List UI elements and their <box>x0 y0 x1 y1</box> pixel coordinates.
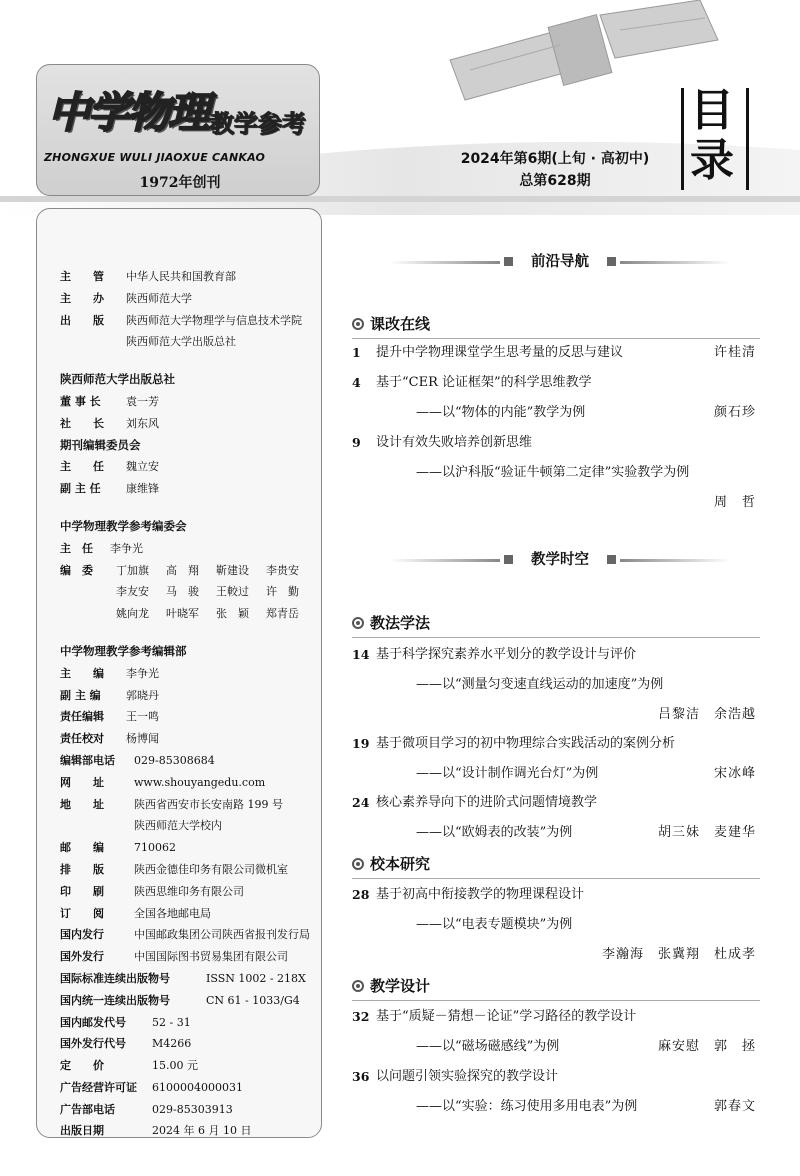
masthead-value: 刘东风 <box>126 416 159 430</box>
masthead-row <box>60 859 322 881</box>
masthead-key: 排 版 <box>60 862 104 876</box>
masthead-value: 郭晓丹 <box>126 688 159 702</box>
masthead-key: 邮 编 <box>60 841 104 855</box>
masthead-row <box>60 663 322 685</box>
section-heading <box>352 312 430 336</box>
article-subtitle: ——以“物体的内能”教学为例 <box>416 405 586 420</box>
section-divider <box>352 1000 760 1001</box>
issue-total: 总第628期 <box>519 173 591 189</box>
section-bullet-icon <box>352 980 364 992</box>
board-member: 郑青岳 <box>266 607 299 621</box>
masthead-value: 陕西师范大学校内 <box>134 819 222 833</box>
section-bullet-icon <box>352 858 364 870</box>
section-bullet-icon <box>352 617 364 629</box>
page-number: 19 <box>352 736 370 751</box>
masthead-content <box>60 266 322 1142</box>
masthead-heading: 中学物理教学参考编委会 <box>60 518 187 533</box>
masthead-row <box>60 331 322 353</box>
masthead-key: 印 刷 <box>60 884 104 898</box>
masthead-row <box>60 456 322 478</box>
masthead-value: 袁一芳 <box>126 394 159 408</box>
masthead-row <box>60 1099 322 1121</box>
masthead-key: 广告部电话 <box>60 1102 115 1116</box>
masthead-value: CN 61 - 1033/G4 <box>206 993 300 1007</box>
masthead-key: 主 办 <box>60 291 104 305</box>
issue-info <box>440 148 670 192</box>
section-heading <box>352 974 430 998</box>
masthead-row <box>60 1012 322 1034</box>
masthead-gap <box>60 625 322 641</box>
logo-pinyin: ZHONGXUE WULI JIAOXUE CANKAO <box>44 151 266 164</box>
article-title: 基于初高中衔接教学的物理课程设计 <box>376 887 585 902</box>
board-member: 丁加旗 <box>116 563 149 577</box>
masthead-row <box>60 1033 322 1055</box>
masthead-gap <box>60 353 322 369</box>
masthead-key: 副 主 编 <box>60 688 101 702</box>
logo-calligraphy: 中学物理 <box>48 88 209 137</box>
masthead-row <box>60 903 322 925</box>
masthead-row <box>60 1077 322 1099</box>
article-author: 吕黎洁 余浩越 <box>657 707 756 722</box>
page-number: 4 <box>352 375 361 390</box>
article-title: 基于“CER 论证框架”的科学思维教学 <box>376 375 592 390</box>
toc-entry <box>352 885 760 962</box>
masthead-value: 王一鸣 <box>126 710 159 724</box>
section-heading-label: 教学设计 <box>370 977 431 995</box>
article-subtitle: ——以“欧姆表的改装”为例 <box>416 825 573 840</box>
page-number: 14 <box>352 647 370 662</box>
toc-entry <box>352 734 760 794</box>
masthead-value: M4266 <box>152 1037 192 1051</box>
masthead-key: 广告经营许可证 <box>60 1080 137 1094</box>
masthead-value: 029-85308684 <box>134 753 215 767</box>
masthead-row <box>60 266 322 288</box>
article-author: 麻安慰 郭 拯 <box>657 1039 756 1054</box>
logo-title: 教学参考 <box>210 109 306 138</box>
masthead-value: 52 - 31 <box>152 1015 191 1029</box>
masthead-key: 出版日期 <box>60 1124 104 1138</box>
masthead-row <box>60 413 322 435</box>
masthead-row <box>60 706 322 728</box>
masthead-value: ISSN 1002 - 218X <box>206 971 306 985</box>
section-heading-label: 教法学法 <box>370 614 431 632</box>
masthead-value: 中国国际图书贸易集团有限公司 <box>134 950 288 964</box>
masthead-key: 国外发行代号 <box>60 1037 126 1051</box>
founded-year: 1972年创刊 <box>139 175 221 191</box>
masthead-key: 副 主 任 <box>60 482 101 496</box>
article-title: 提升中学物理课堂学生思考量的反思与建议 <box>376 345 624 360</box>
section-heading-label: 课改在线 <box>370 315 431 333</box>
article-author: 颜石珍 <box>713 405 756 420</box>
masthead-row <box>60 1055 322 1077</box>
toc-entry <box>352 1067 760 1127</box>
masthead-value: 陕西思维印务有限公司 <box>134 884 244 898</box>
board-member: 叶晓军 <box>166 607 199 621</box>
masthead-key: 主 编 <box>60 666 104 680</box>
banner-rule <box>390 261 500 264</box>
masthead-value: www.shouyangedu.com <box>134 775 266 789</box>
board-member: 高 翔 <box>166 563 199 577</box>
masthead-row <box>60 310 322 332</box>
page-number: 9 <box>352 435 361 450</box>
masthead-value: 710062 <box>134 841 176 855</box>
banner-label: 前沿导航 <box>502 251 618 273</box>
article-subtitle: ——以“电表专题模块”为例 <box>416 917 573 932</box>
masthead-key: 责任校对 <box>60 732 104 746</box>
masthead-key: 地 址 <box>60 797 104 811</box>
masthead-key: 责任编辑 <box>60 710 104 724</box>
masthead-row <box>60 728 322 750</box>
article-author: 李瀚海 张冀翔 杜成孝 <box>601 947 756 962</box>
page-number: 36 <box>352 1069 370 1084</box>
section-heading-label: 校本研究 <box>370 855 431 873</box>
masthead-value: 029-85303913 <box>152 1102 233 1116</box>
section-divider <box>352 338 760 339</box>
masthead-key: 订 阅 <box>60 906 104 920</box>
article-author: 许桂清 <box>713 345 756 360</box>
masthead-key: 董 事 长 <box>60 394 101 408</box>
toc-entry <box>352 373 760 433</box>
masthead-value: 中华人民共和国教育部 <box>126 270 236 283</box>
section-divider <box>352 878 760 879</box>
masthead-row <box>60 837 322 859</box>
toc-title: 目录 <box>690 85 734 186</box>
board-member: 李友安 <box>116 585 149 599</box>
page-number: 1 <box>352 345 361 360</box>
masthead-value: 陕西师范大学出版总社 <box>126 335 236 349</box>
masthead-heading: 期刊编辑委员会 <box>60 437 141 452</box>
board-members-row <box>60 560 322 582</box>
masthead-key: 主 任 <box>60 541 93 555</box>
board-member: 马 骏 <box>166 585 199 599</box>
masthead-value: 李争光 <box>126 666 159 680</box>
article-author: 宋冰峰 <box>713 766 756 781</box>
masthead-value: 陕西师范大学物理学与信息技术学院 <box>126 313 302 327</box>
issue-number: 2024年第6期(上旬 · 高初中) <box>460 151 650 167</box>
masthead-value: 陕西省西安市长安南路 199 号 <box>134 797 283 811</box>
masthead-row <box>60 391 322 413</box>
page-number: 28 <box>352 887 370 902</box>
masthead-heading: 陕西师范大学出版总社 <box>60 372 175 387</box>
article-subtitle: ——以“测量匀变速直线运动的加速度”为例 <box>416 677 664 692</box>
masthead-value: 中国邮政集团公司陕西省报刊发行局 <box>134 928 310 942</box>
masthead-value: 李争光 <box>110 541 143 555</box>
masthead-row <box>60 478 322 500</box>
masthead-value: 6100004000031 <box>152 1080 243 1094</box>
board-member: 王較过 <box>216 585 249 599</box>
article-author: 胡三妹 麦建华 <box>657 825 756 840</box>
masthead-row <box>60 924 322 946</box>
banner-label: 教学时空 <box>502 549 618 571</box>
article-subtitle: ——以“磁场磁感线”为例 <box>416 1039 560 1054</box>
masthead-value: 全国各地邮电局 <box>134 906 211 920</box>
toc-entry <box>352 1007 760 1067</box>
masthead-row <box>60 1120 322 1142</box>
article-title: 基于科学探究素养水平划分的教学设计与评价 <box>376 647 637 662</box>
board-members-row <box>60 581 322 603</box>
masthead-key: 网 址 <box>60 775 104 789</box>
section-banner <box>390 251 730 273</box>
board-member: 姚向龙 <box>116 607 149 621</box>
masthead-row <box>60 794 322 816</box>
banner-rule <box>620 559 730 562</box>
masthead-key: 主 任 <box>60 460 104 474</box>
page-number: 24 <box>352 795 370 810</box>
masthead-key: 主 管 <box>60 270 104 283</box>
board-chair-row <box>60 538 322 560</box>
masthead-key: 国内统一连续出版物号 <box>60 993 170 1007</box>
article-title: 以问题引领实验探究的教学设计 <box>376 1069 559 1084</box>
section-bullet-icon <box>352 318 364 330</box>
article-author: 周 哲 <box>713 495 756 510</box>
masthead-key: 社 长 <box>60 416 104 430</box>
masthead-row <box>60 772 322 794</box>
article-subtitle: ——以沪科版“验证牛顿第二定律”实验教学为例 <box>416 465 690 480</box>
masthead-row <box>60 815 322 837</box>
article-subtitle: ——以“设计制作调光台灯”为例 <box>416 766 599 781</box>
article-subtitle: ——以“实验：练习使用多用电表”为例 <box>416 1099 638 1114</box>
masthead-heading: 中学物理教学参考编辑部 <box>60 643 187 658</box>
board-member: 靳建设 <box>216 563 249 577</box>
banner-rule <box>620 261 730 264</box>
article-title: 核心素养导向下的进阶式问题情境教学 <box>376 795 598 810</box>
masthead-value: 杨博闻 <box>126 732 159 746</box>
article-author: 郭春文 <box>713 1099 756 1114</box>
toc-entry <box>352 433 760 510</box>
section-divider <box>352 637 760 638</box>
masthead-row <box>60 288 322 310</box>
banner-rule <box>390 559 500 562</box>
masthead-row <box>60 685 322 707</box>
section-heading <box>352 611 430 635</box>
page-number: 32 <box>352 1009 370 1024</box>
masthead-row <box>60 990 322 1012</box>
article-title: 基于“质疑－猜想－论证”学习路径的教学设计 <box>376 1009 637 1024</box>
masthead-value: 15.00 元 <box>152 1059 198 1073</box>
masthead-key: 国际标准连续出版物号 <box>60 971 170 985</box>
board-members-row <box>60 603 322 625</box>
masthead-value: 2024 年 6 月 10 日 <box>152 1124 252 1138</box>
masthead-key: 出 版 <box>60 313 104 327</box>
masthead-row <box>60 881 322 903</box>
masthead-value: 陕西金德佳印务有限公司微机室 <box>134 862 288 876</box>
masthead-row <box>60 946 322 968</box>
article-title: 基于微项目学习的初中物理综合实践活动的案例分析 <box>376 736 676 751</box>
masthead-key: 编辑部电话 <box>60 753 115 767</box>
masthead-value: 魏立安 <box>126 460 159 474</box>
masthead-key: 国内发行 <box>60 928 104 942</box>
masthead-row <box>60 968 322 990</box>
masthead-value: 康维锋 <box>126 482 159 496</box>
masthead-key: 编 委 <box>60 563 93 577</box>
satellite-graphic <box>450 0 718 100</box>
board-member: 许 勤 <box>266 585 299 599</box>
masthead-key: 定 价 <box>60 1059 104 1073</box>
masthead-key: 国内邮发代号 <box>60 1015 126 1029</box>
masthead-key: 国外发行 <box>60 950 104 964</box>
masthead-row <box>60 750 322 772</box>
board-member: 李贵安 <box>266 563 299 577</box>
section-banner <box>390 549 730 571</box>
masthead-gap <box>60 500 322 516</box>
toc-entry <box>352 645 760 722</box>
section-heading <box>352 852 430 876</box>
masthead-value: 陕西师范大学 <box>126 291 192 305</box>
toc-entry <box>352 793 760 853</box>
board-member: 张 颖 <box>216 607 249 621</box>
article-title: 设计有效失败培养创新思维 <box>376 435 533 450</box>
